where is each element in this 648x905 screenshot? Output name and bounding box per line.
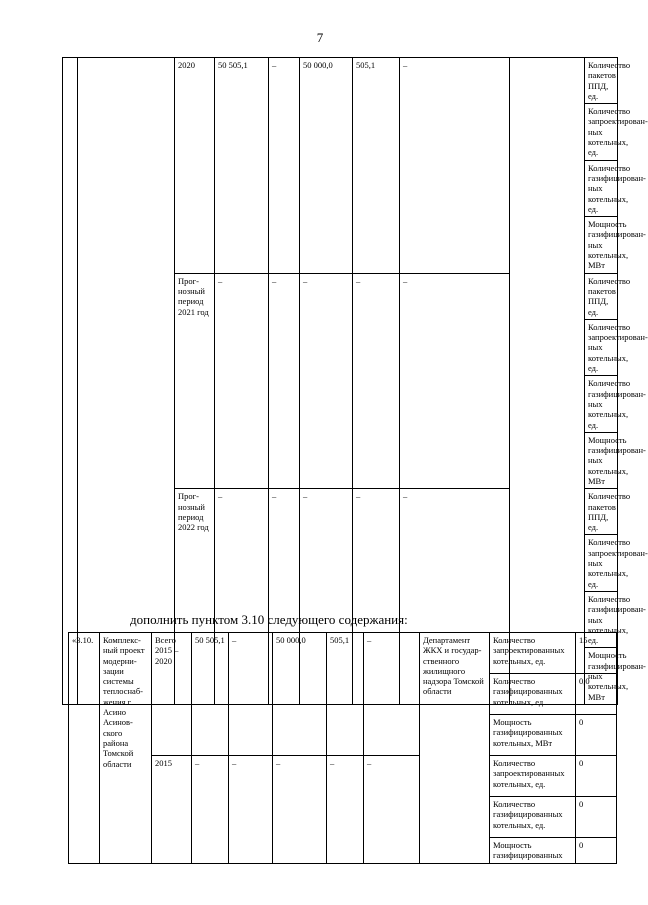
indicator-value: 0: [576, 838, 617, 864]
amendment-sentence: дополнить пунктом 3.10 следующего содержания:: [130, 612, 408, 627]
item-number: «3.10.: [69, 633, 100, 864]
value-cell: –: [269, 58, 300, 274]
value-cell: –: [273, 756, 327, 864]
year-cell: Всего 2015 – 2020: [152, 633, 192, 756]
indicator-name: Количество газифицированных котельных, ед.: [490, 674, 576, 715]
indicator-name: Количество запроектирован-ных котельных, ед.: [585, 104, 618, 160]
indicator-value: 0: [576, 715, 617, 756]
indicator-name: Количество запроектированных котельных, ед.: [490, 756, 576, 797]
value-cell: 50 000,0: [300, 58, 353, 274]
value-cell: 505,1: [327, 633, 364, 756]
value-cell: –: [300, 273, 353, 489]
total-cell: 50 505,1: [215, 58, 269, 274]
name-cell: [78, 58, 175, 705]
value-cell: –: [229, 633, 273, 756]
table-row: [69, 756, 617, 797]
indicator-value: 0,0: [576, 674, 617, 715]
indicator-name: Количество запроектированных котельных, ед.: [490, 633, 576, 674]
indicator-value: 0: [576, 756, 617, 797]
indicator-name: Количество пакетов ППД, ед.: [585, 58, 618, 104]
indicator-name: Мощность газифицирован-ных котельных, МВт: [585, 648, 618, 704]
total-cell: 50 505,1: [192, 633, 229, 756]
indicator-name: Мощность газифицированных котельных, МВт: [490, 715, 576, 756]
table-row: [69, 633, 617, 674]
value-cell: –: [327, 756, 364, 864]
indicator-name: Мощность газифицирован-ных котельных, МВт: [585, 432, 618, 488]
value-cell: 505,1: [353, 58, 400, 274]
total-cell: –: [215, 489, 269, 705]
year-cell: Прог-нозный период 2022 год: [175, 489, 215, 705]
indicator-name: Количество пакетов ППД, ед.: [585, 273, 618, 319]
executor-cell: Департамент ЖКХ и государ-ственного жилищного надзора Томской области: [420, 633, 490, 864]
value-cell: –: [353, 489, 400, 705]
project-name: Комплекс-ный проект модерни-зации системы теплоснаб-жения г. Асино Асинов-ского района Томской области: [100, 633, 152, 864]
value-cell: –: [400, 273, 510, 489]
value-cell: –: [364, 633, 420, 756]
indicator-name: Мощность газифицированных: [490, 838, 576, 864]
total-cell: –: [215, 273, 269, 489]
indicator-name: Мощность газифицирован-ных котельных, МВт: [585, 217, 618, 273]
executor-cell: [510, 58, 585, 705]
indicator-value: 0: [576, 797, 617, 838]
num-cell: [63, 58, 78, 705]
value-cell: –: [400, 58, 510, 274]
year-cell: 2015: [152, 756, 192, 864]
value-cell: 50 000,0: [273, 633, 327, 756]
value-cell: –: [353, 273, 400, 489]
page-number: 7: [316, 30, 324, 45]
value-cell: –: [229, 756, 273, 864]
indicator-name: Количество пакетов ППД, ед.: [585, 489, 618, 535]
continuation-table: [62, 57, 648, 705]
value-cell: –: [400, 489, 510, 705]
value-cell: –: [269, 273, 300, 489]
indicator-name: Количество запроектирован-ных котельных, ед.: [585, 535, 618, 591]
table-row: [63, 58, 618, 104]
indicator-name: Количество запроектирован-ных котельных, ед.: [585, 319, 618, 375]
year-cell: Прог-нозный период 2021 год: [175, 273, 215, 489]
value-cell: –: [269, 489, 300, 705]
indicator-name: Количество газифицирован-ных котельных, ед.: [585, 376, 618, 432]
indicator-name: Количество газифицированных котельных, ед.: [490, 797, 576, 838]
indicator-value: 15: [576, 633, 617, 674]
value-cell: –: [300, 489, 353, 705]
year-cell: 2020: [175, 58, 215, 274]
indicator-name: Количество газифицирован-ных котельных, ед.: [585, 591, 618, 647]
indicator-name: Количество газифицирован-ных котельных, ед.: [585, 160, 618, 216]
item-3-10-table: [68, 632, 617, 864]
value-cell: –: [364, 756, 420, 864]
total-cell: –: [192, 756, 229, 864]
